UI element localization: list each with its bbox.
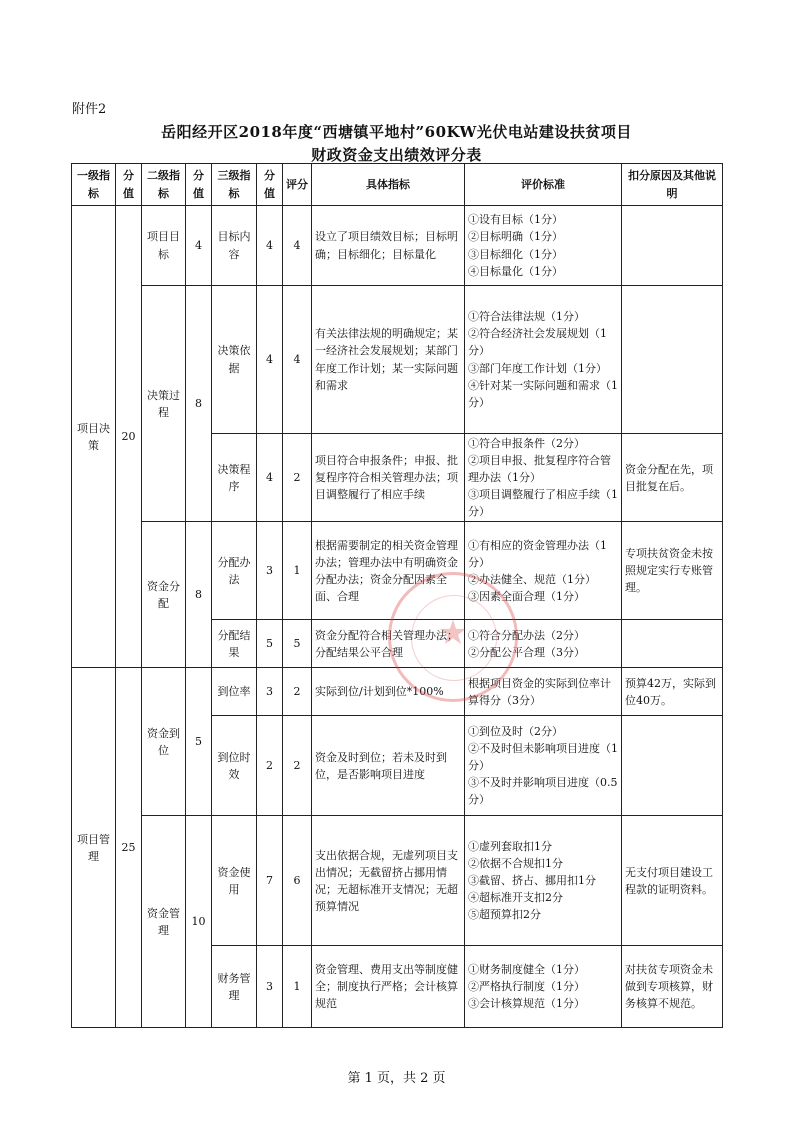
l2-cell: 资金到位 [142, 668, 186, 816]
header-score3: 分值 [257, 164, 283, 206]
criteria-item: 根据项目资金的实际到位率计算得分（3分） [468, 676, 611, 707]
rating-cell: 4 [283, 206, 312, 286]
l3-cell: 决策程序 [212, 434, 257, 522]
criteria-item: ②分配公平合理（3分） [468, 645, 585, 659]
indicator-cell: 资金分配符合相关管理办法；分配结果公平合理 [312, 620, 465, 668]
criteria-item: ⑤超预算扣2分 [468, 908, 541, 922]
l3-score-cell: 3 [257, 946, 283, 1028]
header-level1: 一级指标 [72, 164, 116, 206]
criteria-cell [465, 716, 622, 816]
l3-cell: 资金使用 [212, 816, 257, 946]
document-subtitle: 财政资金支出绩效评分表 [311, 146, 482, 164]
indicator-cell: 根据需要制定的相关资金管理办法；管理办法中有明确资金分配办法；资金分配因素全面、合理 [312, 522, 465, 620]
header-level3: 三级指标 [212, 164, 257, 206]
rating-cell: 1 [283, 522, 312, 620]
criteria-item: ④针对某一实际问题和需求（1分） [468, 378, 618, 409]
document-title: 岳阳经开区2018年度“西塘镇平地村”60KW光伏电站建设扶贫项目 [161, 123, 632, 141]
l2-cell: 资金管理 [142, 816, 186, 1028]
l3-cell: 决策依据 [212, 286, 257, 434]
l3-score-cell: 4 [257, 206, 283, 286]
deduction-cell [622, 206, 723, 286]
l2-score-cell: 8 [186, 286, 212, 522]
l3-cell: 分配办法 [212, 522, 257, 620]
deduction-cell: 专项扶贫资金未按照规定实行专账管理。 [622, 522, 723, 620]
header-row [72, 164, 723, 206]
criteria-item: ③因素全面合理（1分） [468, 589, 585, 603]
criteria-item: ①财务制度健全（1分） [468, 963, 585, 977]
l2-cell: 决策过程 [142, 286, 186, 522]
l3-score-cell: 2 [257, 716, 283, 816]
l1-score-cell: 20 [116, 206, 142, 668]
indicator-cell: 有关法律法规的明确规定；某一经济社会发展规划；某部门年度工作计划；某一实际问题和需求 [312, 286, 465, 434]
deduction-cell: 无支付项目建设工程款的证明资料。 [622, 816, 723, 946]
l2-score-cell: 8 [186, 522, 212, 668]
deduction-cell: 对扶贫专项资金未做到专项核算，财务核算不规范。 [622, 946, 723, 1028]
table-row [72, 522, 723, 620]
page-footer: 第 1 页，共 2 页 [347, 1071, 446, 1086]
criteria-item: ③项目调整履行了相应手续（1分） [468, 488, 618, 519]
criteria-item: ①虚列套取扣1分 [468, 840, 552, 854]
criteria-item: ③不及时并影响项目进度（0.5分） [468, 776, 618, 807]
l1-cell: 项目决策 [72, 206, 116, 668]
attachment-label: 附件2 [72, 102, 107, 117]
l3-cell: 分配结果 [212, 620, 257, 668]
l3-score-cell: 7 [257, 816, 283, 946]
seal-star-icon: ★ [437, 613, 469, 653]
criteria-cell [465, 816, 622, 946]
deduction-cell: 资金分配在先，项目批复在后。 [622, 434, 723, 522]
l2-cell: 项目目标 [142, 206, 186, 286]
criteria-item: ③部门年度工作计划（1分） [468, 361, 607, 375]
criteria-item: ②符合经济社会发展规划（1分） [468, 327, 607, 358]
rating-cell: 4 [283, 286, 312, 434]
indicator-cell: 支出依据合规，无虚列项目支出情况；无截留挤占挪用情况；无超标准开支情况；无超预算情况 [312, 816, 465, 946]
criteria-item: ②不及时但未影响项目进度（1分） [468, 742, 618, 773]
criteria-cell [465, 286, 622, 434]
l2-score-cell: 4 [186, 206, 212, 286]
criteria-cell [465, 522, 622, 620]
header-rating: 评分 [283, 164, 312, 206]
l1-score-cell: 25 [116, 668, 142, 1028]
l3-score-cell: 5 [257, 620, 283, 668]
criteria-item: ①符合法律法规（1分） [468, 310, 585, 324]
criteria-item: ①符合分配办法（2分） [468, 628, 585, 642]
l2-cell: 资金分配 [142, 522, 186, 668]
deduction-cell: 预算42万，实际到位40万。 [622, 668, 723, 716]
rating-cell: 1 [283, 946, 312, 1028]
l3-score-cell: 4 [257, 434, 283, 522]
criteria-item: ③截留、挤占、挪用扣1分 [468, 874, 596, 888]
table-row [72, 816, 723, 946]
criteria-item: ②办法健全、规范（1分） [468, 572, 596, 586]
criteria-item: ②严格执行制度（1分） [468, 980, 585, 994]
deduction-cell [622, 620, 723, 668]
deduction-cell [622, 716, 723, 816]
header-score2: 分值 [186, 164, 212, 206]
criteria-item: ②项目申报、批复程序符合管理办法（1分） [468, 454, 611, 485]
criteria-item: ③会计核算规范（1分） [468, 997, 585, 1011]
l3-cell: 到位率 [212, 668, 257, 716]
table-row [72, 286, 723, 434]
header-criteria: 评价标准 [465, 164, 622, 206]
indicator-cell: 项目符合申报条件；申报、批复程序符合相关管理办法；项目调整履行了相应手续 [312, 434, 465, 522]
l3-score-cell: 3 [257, 668, 283, 716]
indicator-cell: 设立了项目绩效目标；目标明确；目标细化；目标量化 [312, 206, 465, 286]
header-score1: 分值 [116, 164, 142, 206]
l3-score-cell: 3 [257, 522, 283, 620]
criteria-item: ④超标准开支扣2分 [468, 891, 563, 905]
rating-cell: 5 [283, 620, 312, 668]
criteria-cell [465, 434, 622, 522]
table-row [72, 206, 723, 286]
deduction-cell [622, 286, 723, 434]
criteria-item: ②目标明确（1分） [468, 230, 563, 244]
l2-score-cell: 10 [186, 816, 212, 1028]
indicator-cell: 实际到位/计划到位*100% [312, 668, 465, 716]
criteria-item: ①到位及时（2分） [468, 725, 563, 739]
score-table [71, 163, 723, 1028]
criteria-cell [465, 946, 622, 1028]
table-row [72, 668, 723, 716]
criteria-cell [465, 206, 622, 286]
header-deduction: 扣分原因及其他说明 [622, 164, 723, 206]
rating-cell: 2 [283, 434, 312, 522]
l3-cell: 财务管理 [212, 946, 257, 1028]
l2-score-cell: 5 [186, 668, 212, 816]
criteria-cell [465, 668, 622, 716]
criteria-item: ①有相应的资金管理办法（1分） [468, 538, 607, 569]
indicator-cell: 资金管理、费用支出等制度健全；制度执行严格；会计核算规范 [312, 946, 465, 1028]
criteria-item: ①设有目标（1分） [468, 213, 563, 227]
criteria-item: ①符合申报条件（2分） [468, 437, 585, 450]
indicator-cell: 资金及时到位；若未及时到位，是否影响项目进度 [312, 716, 465, 816]
criteria-item: ②依据不合规扣1分 [468, 857, 563, 871]
rating-cell: 2 [283, 668, 312, 716]
l1-cell: 项目管理 [72, 668, 116, 1028]
header-indicator: 具体指标 [312, 164, 465, 206]
criteria-cell [465, 620, 622, 668]
l3-cell: 目标内容 [212, 206, 257, 286]
rating-cell: 2 [283, 716, 312, 816]
rating-cell: 6 [283, 816, 312, 946]
l3-score-cell: 4 [257, 286, 283, 434]
criteria-item: ④目标量化（1分） [468, 264, 563, 278]
header-level2: 二级指标 [142, 164, 186, 206]
l3-cell: 到位时效 [212, 716, 257, 816]
criteria-item: ③目标细化（1分） [468, 247, 563, 261]
